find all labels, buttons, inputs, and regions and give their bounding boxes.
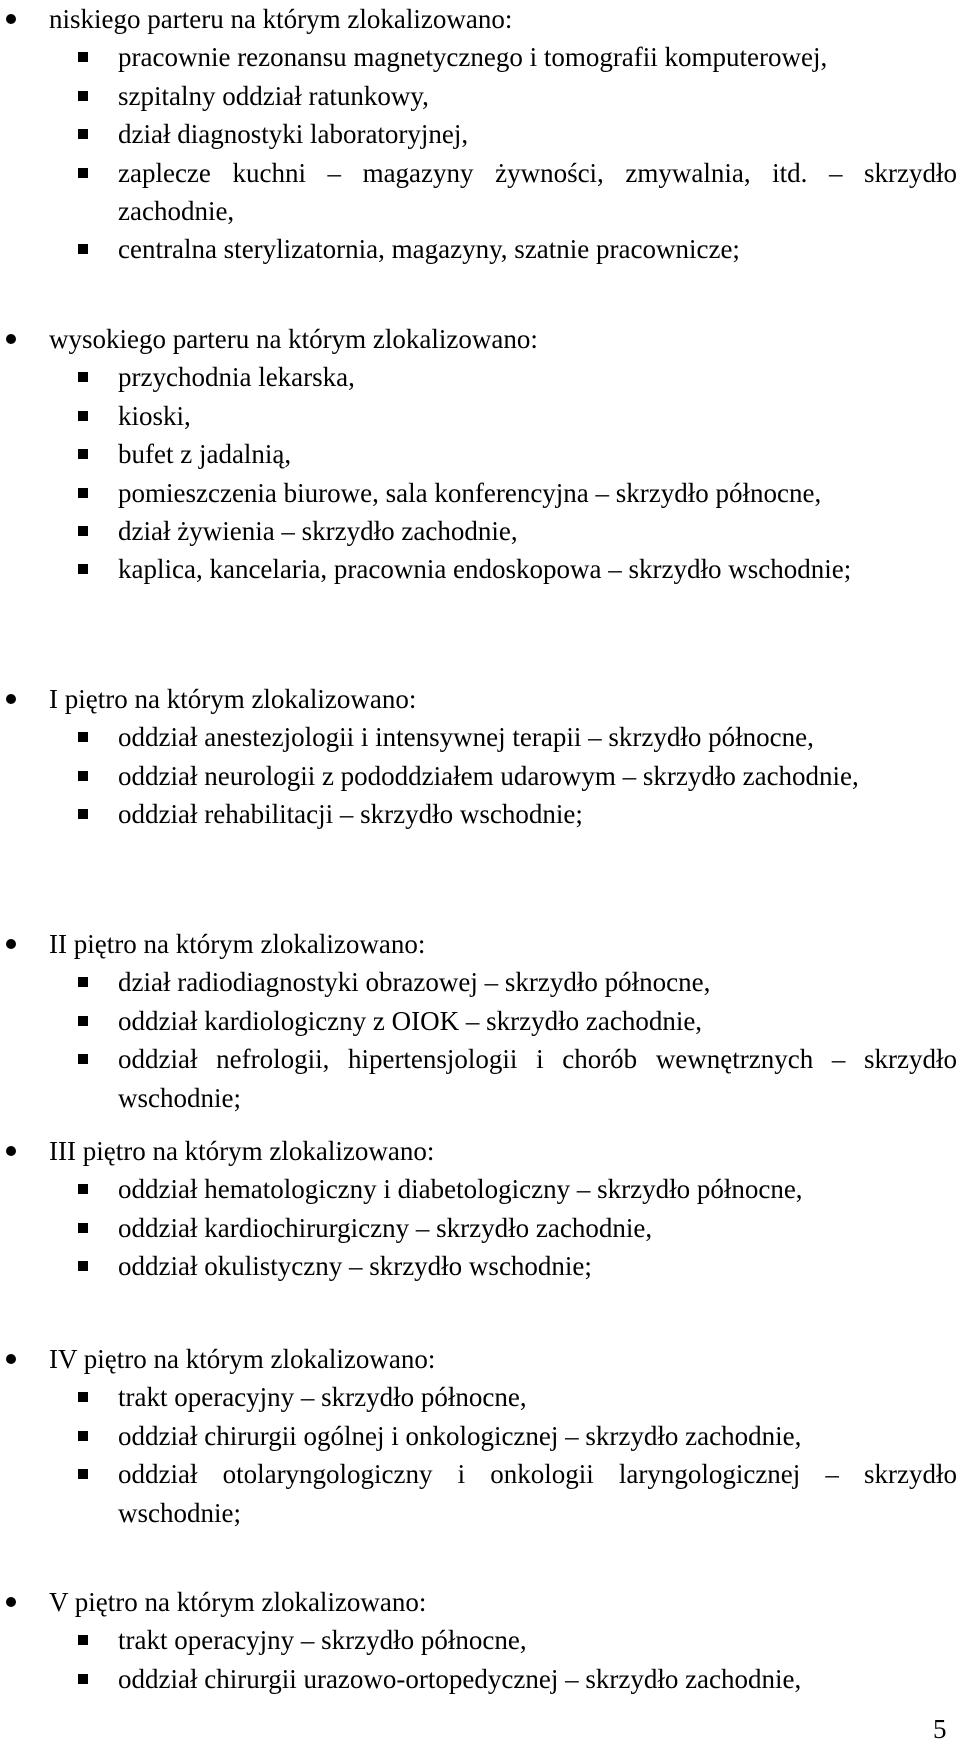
list-item-text: oddział neurologii z pododdziałem udarowym – skrzydło zachodnie, [118, 760, 859, 791]
department-list [0, 358, 960, 588]
bullet-icon [6, 334, 16, 344]
square-bullet-icon [78, 1392, 88, 1402]
department-list [0, 718, 960, 833]
department-list [0, 1378, 960, 1532]
list-item-text: oddział rehabilitacji – skrzydło wschodnie; [118, 799, 583, 830]
square-bullet-icon [78, 372, 88, 382]
square-bullet-icon [78, 732, 88, 742]
bullet-icon [6, 1597, 16, 1607]
list-item-text: dział żywienia – skrzydło zachodnie, [118, 516, 518, 547]
department-list [0, 963, 960, 1117]
square-bullet-icon [78, 488, 88, 498]
square-bullet-icon [78, 411, 88, 421]
list-item [0, 1417, 960, 1455]
department-list [0, 1621, 960, 1698]
list-item [0, 963, 960, 1001]
floor-heading: niskiego parteru na którym zlokalizowano: [49, 4, 513, 34]
square-bullet-icon [78, 771, 88, 781]
list-item [0, 358, 960, 396]
department-list [0, 38, 960, 268]
department-list [0, 1170, 960, 1285]
list-item-text: kaplica, kancelaria, pracownia endoskopowa – skrzydło wschodnie; [118, 554, 852, 585]
square-bullet-icon [78, 1674, 88, 1684]
list-item [0, 474, 960, 512]
square-bullet-icon [78, 809, 88, 819]
square-bullet-icon [78, 129, 88, 139]
list-item [0, 1247, 960, 1285]
square-bullet-icon [78, 1261, 88, 1271]
list-item-text: oddział anestezjologii i intensywnej terapii – skrzydło północne, [118, 722, 814, 753]
list-item [0, 795, 960, 833]
square-bullet-icon [78, 1016, 88, 1026]
square-bullet-icon [78, 91, 88, 101]
floor-heading: III piętro na którym zlokalizowano: [49, 1136, 435, 1166]
square-bullet-icon [78, 168, 88, 178]
list-item [0, 397, 960, 435]
floor-heading: II piętro na którym zlokalizowano: [49, 929, 426, 959]
list-item-text: pracownie rezonansu magnetycznego i tomografii komputerowej, [118, 42, 828, 73]
list-item [0, 38, 960, 76]
list-item [0, 1660, 960, 1698]
list-item [0, 718, 960, 756]
list-item [0, 1040, 960, 1117]
list-item [0, 1209, 960, 1247]
square-bullet-icon [78, 1469, 88, 1479]
floor-heading: wysokiego parteru na którym zlokalizowano: [49, 324, 538, 354]
list-item-text: oddział chirurgii ogólnej i onkologicznej – skrzydło zachodnie, [118, 1420, 802, 1451]
list-item [0, 550, 960, 588]
square-bullet-icon [78, 526, 88, 536]
list-item-text: oddział okulistyczny – skrzydło wschodnie; [118, 1251, 592, 1282]
list-item-text: przychodnia lekarska, [118, 362, 355, 393]
bullet-icon [6, 14, 16, 24]
list-item-text: oddział kardiochirurgiczny – skrzydło zachodnie, [118, 1212, 653, 1243]
list-item-text: oddział otolaryngologiczny i onkologii laryngologicznej – skrzydło wschodnie; [118, 1459, 957, 1528]
list-item [0, 757, 960, 795]
floor-heading: IV piętro na którym zlokalizowano: [49, 1344, 436, 1374]
square-bullet-icon [78, 1223, 88, 1233]
list-item [0, 435, 960, 473]
list-item [0, 1455, 960, 1532]
list-item [0, 1378, 960, 1416]
page-number: 5 [933, 1714, 947, 1744]
floor-heading: I piętro na którym zlokalizowano: [49, 684, 417, 714]
list-item-text: oddział chirurgii urazowo-ortopedycznej – skrzydło zachodnie, [118, 1663, 802, 1694]
square-bullet-icon [78, 1635, 88, 1645]
list-item [0, 230, 960, 268]
square-bullet-icon [78, 449, 88, 459]
bullet-icon [6, 1146, 16, 1156]
list-item-text: trakt operacyjny – skrzydło północne, [118, 1625, 527, 1656]
list-item-text: oddział nefrologii, hipertensjologii i chorób wewnętrznych – skrzydło wschodnie; [118, 1044, 957, 1113]
list-item-text: dział diagnostyki laboratoryjnej, [118, 119, 469, 150]
list-item [0, 154, 960, 231]
bullet-icon [6, 694, 16, 704]
bullet-icon [6, 939, 16, 949]
list-item [0, 1170, 960, 1208]
list-item [0, 512, 960, 550]
list-item-text: pomieszczenia biurowe, sala konferencyjna – skrzydło północne, [118, 477, 822, 508]
list-item [0, 1621, 960, 1659]
list-item-text: dział radiodiagnostyki obrazowej – skrzydło północne, [118, 967, 711, 998]
floor-heading: V piętro na którym zlokalizowano: [49, 1587, 427, 1617]
list-item [0, 115, 960, 153]
list-item-text: kioski, [118, 400, 191, 431]
list-item-text: oddział hematologiczny i diabetologiczny – skrzydło północne, [118, 1174, 803, 1205]
list-item [0, 77, 960, 115]
square-bullet-icon [78, 244, 88, 254]
square-bullet-icon [78, 1054, 88, 1064]
list-item-text: bufet z jadalnią, [118, 439, 292, 470]
list-item [0, 1002, 960, 1040]
list-item-text: centralna sterylizatornia, magazyny, szatnie pracownicze; [118, 234, 740, 265]
list-item-text: szpitalny oddział ratunkowy, [118, 80, 429, 111]
list-item-text: zaplecze kuchni – magazyny żywności, zmywalnia, itd. – skrzydło zachodnie, [118, 157, 957, 227]
list-item-text: oddział kardiologiczny z OIOK – skrzydło zachodnie, [118, 1005, 703, 1036]
square-bullet-icon [78, 977, 88, 987]
square-bullet-icon [78, 1184, 88, 1194]
list-item-text: trakt operacyjny – skrzydło północne, [118, 1382, 527, 1413]
square-bullet-icon [78, 52, 88, 62]
square-bullet-icon [78, 1431, 88, 1441]
bullet-icon [6, 1354, 16, 1364]
square-bullet-icon [78, 564, 88, 574]
